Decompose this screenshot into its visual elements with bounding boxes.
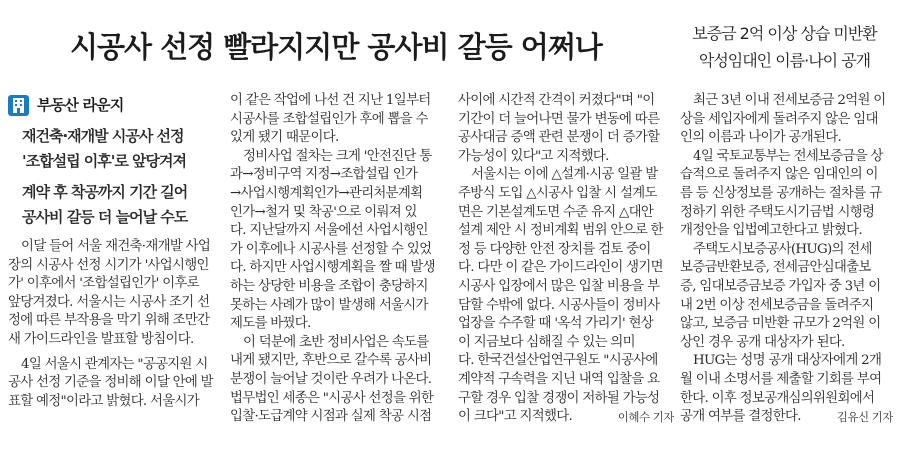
body-line: 과→정비구역 지정→조합설립 인가 <box>230 167 418 183</box>
deck-line: 재건축·재개발 시공사 선정 <box>22 127 184 145</box>
body-line: 4일 서울시 관계자는 "공공지원 시 <box>21 356 208 372</box>
reporter-byline: 김유신 기자 <box>836 410 893 425</box>
body-line: 시공사를 조합설립인가 후에 뽑을 수 <box>230 111 428 127</box>
body-line: 사이에 시간적 간격이 커졌다"며 "이 <box>458 93 655 108</box>
deck-line: 공사비 갈등 더 늘어날 수도 <box>22 208 188 226</box>
body-line: 정비사업 절차는 크게 '안전진단 통 <box>243 148 432 164</box>
body-line: 않고, 보증금 미반환 규모가 2억원 이 <box>680 316 881 332</box>
reporter-byline: 이혜수 기자 <box>617 410 674 425</box>
closing-line <box>458 408 674 427</box>
body-line: 서울시는 이에 △설계·시공 일괄 발 <box>471 167 658 183</box>
body-line: 월 이내 소명서를 제출할 기회를 부여 <box>680 371 882 387</box>
section-tag <box>8 92 223 118</box>
side-article-headline <box>682 20 887 74</box>
body-line: 다. 지난달까지 서울에선 사업시행인 <box>230 223 428 239</box>
body-line: 법무법인 세종은 "시공사 선정을 위한 <box>230 390 434 406</box>
body-line: 다. 하지만 사업시행계획을 짤 때 발생 <box>230 260 435 276</box>
body-line: 업장을 수주할 때 '옥석 가리기' 현상 <box>458 316 654 332</box>
deck-line: 계약 후 착공까지 기간 길어 <box>22 183 188 201</box>
body-line: 4일 국토교통부는 전세보증금을 상 <box>693 148 883 164</box>
body-line: 입찰·도급계약 시점과 실제 착공 시점 <box>230 409 432 425</box>
article-deck <box>12 124 223 230</box>
article-body <box>8 238 223 411</box>
body-line: 한다. 이후 정보공개심의위원회에서 <box>680 390 875 406</box>
body-line: 정 등 다양한 안전 장치를 검토 중이 <box>458 241 651 257</box>
body-line: 이 크다"고 지적했다. <box>458 409 573 425</box>
body-line: 표할 예정"이라고 밝혔다. 서울시가 <box>8 393 199 409</box>
body-line: 최근 3년 이내 전세보증금 2억원 이 <box>693 93 886 108</box>
body-line: 계약적 구속력을 지닌 내역 입찰을 요 <box>458 371 660 387</box>
body-line: HUG는 성명 공개 대상자에게 2개 <box>693 353 882 369</box>
body-line: 주방식 도입 △시공사 입찰 시 설계도 <box>458 185 657 201</box>
body-line: 공개 여부를 결정한다. <box>680 409 801 425</box>
side-headline-line-2: 악성임대인 이름·나이 공개 <box>698 51 871 70</box>
body-line: 이달 들어 서울 재건축·재개발 사업 <box>21 239 211 254</box>
building-icon <box>8 95 29 116</box>
body-line: 상인 경우 공개 대상자가 된다. <box>680 334 845 350</box>
body-line: 다. 한국건설산업연구원도 "시공사에 <box>458 353 658 369</box>
body-line: 설계 제안 시 정비계획 범위 안으로 한 <box>458 223 663 239</box>
section-label: 부동산 라운지 <box>37 95 124 114</box>
body-line: 담할 수밖에 없다. 시공사들이 정비사 <box>458 297 660 313</box>
body-line: 이 덕분에 초반 정비사업은 속도를 <box>243 334 429 350</box>
side-headline-line-1: 보증금 2억 이상 상습 미반환 <box>692 24 877 43</box>
body-line: 앞당겨졌다. 서울시는 시공사 조기 선 <box>8 294 210 310</box>
body-line: 시공사 입장에서 많은 입찰 비용을 부 <box>458 278 660 294</box>
article-column-1 <box>8 92 223 411</box>
body-line: 분쟁이 늘어날 것이란 우려가 나온다. <box>230 371 432 387</box>
body-line: 정에 따른 부작용을 막기 위해 조만간 <box>8 313 210 329</box>
article-column-4 <box>680 92 893 427</box>
body-line: 이 같은 작업에 나선 건 지난 1일부터 <box>230 93 431 108</box>
body-line: 보증금반환보증, 전세금안심대출보 <box>680 260 871 276</box>
body-line: 이 지금보다 심해질 수 있는 의미 <box>458 334 635 350</box>
body-line: 구할 경우 입찰 경쟁이 저하될 가능성 <box>458 390 660 406</box>
body-line: 상을 세입자에게 돌려주지 않은 임대 <box>680 111 878 127</box>
body-line: 새 가이드라인을 발표할 방침이다. <box>8 331 194 347</box>
body-line: 면은 기본설계도면 수준 유지 △대안 <box>458 204 654 220</box>
body-line: 정하기 위한 주택도시기금법 시행령 <box>680 204 875 220</box>
body-line: 인가→철거 및 착공'으로 이뤄져 있 <box>230 204 417 220</box>
body-line: →사업시행계획인가→관리처분계획 <box>230 185 423 201</box>
body-line: 가 이후에나 시공사를 선정할 수 있었 <box>230 241 432 257</box>
body-line: 내게 됐지만, 후반으로 갈수록 공사비 <box>230 353 432 369</box>
body-line: 못하는 사례가 많이 발생해 서울시가 <box>230 297 428 313</box>
body-line: 습적으로 돌려주지 않은 임대인의 이 <box>680 167 878 183</box>
body-line: 하는 상당한 비용을 조합이 충당하지 <box>230 278 428 294</box>
body-line: 름 등 신상정보를 공개하는 절차를 규 <box>680 185 882 201</box>
page-title: 시공사 선정 빨라지지만 공사비 갈등 어쩌나 <box>70 30 602 64</box>
body-line: 기간이 더 늘어나면 물가 변동에 따른 <box>458 111 660 127</box>
body-line: 증, 임대보증금보증 가입자 중 3년 이 <box>680 278 881 294</box>
article-column-3 <box>458 92 674 427</box>
body-line: 인의 이름과 나이가 공개된다. <box>680 130 842 146</box>
body-line: 제도를 바꿨다. <box>230 316 311 332</box>
body-line: 가' 이후에서 '조합설립인가' 이후로 <box>8 276 199 292</box>
article-column-2 <box>230 92 448 427</box>
body-line: 장의 시공사 선정 시기가 '사업시행인 <box>8 257 209 273</box>
body-line: 개정안을 입법예고한다고 밝혔다. <box>680 223 862 239</box>
body-line: 가능성이 있다"고 지적했다. <box>458 148 609 164</box>
deck-line: '조합설립 이후'로 앞당겨져 <box>22 152 187 170</box>
body-line: 다. 다만 이 같은 가이드라인이 생기면 <box>458 260 663 276</box>
body-line: 주택도시보증공사(HUG)의 전세 <box>693 241 872 257</box>
body-line: 공사 선정 기준을 정비해 이달 안에 발 <box>8 375 213 391</box>
body-line: 공사대금 증액 관련 분쟁이 더 증가할 <box>458 130 660 146</box>
body-line: 내 2번 이상 전세보증금을 돌려주지 <box>680 297 874 313</box>
body-line: 있게 됐기 때문이다. <box>230 130 339 146</box>
closing-line <box>680 408 893 427</box>
